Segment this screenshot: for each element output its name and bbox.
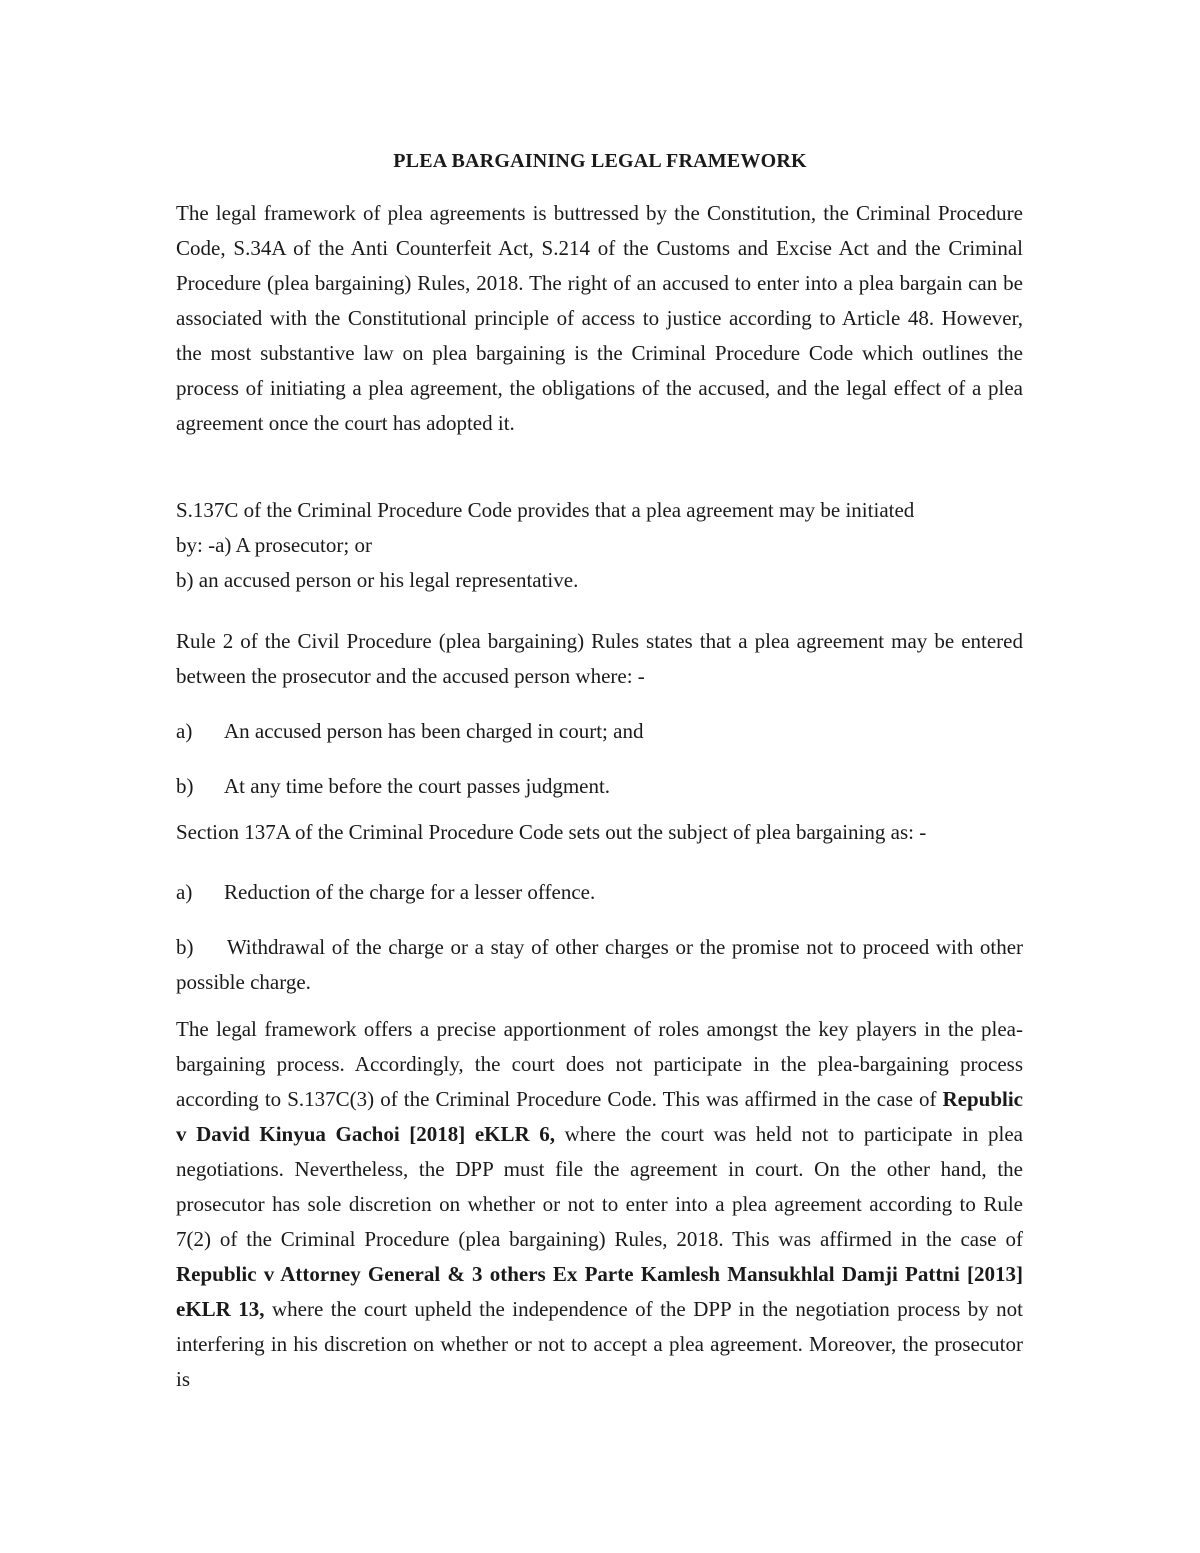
case-citation-gachoi: Republic v David Kinyua Gachoi [2018] eKLR 6, bbox=[176, 1087, 1023, 1146]
list-item bbox=[176, 769, 1023, 804]
paragraph-s137c-line3: b) an accused person or his legal representative. bbox=[176, 568, 579, 592]
paragraph-rule2: Rule 2 of the Civil Procedure (plea bargaining) Rules states that a plea agreement may be entered between the prosecutor and the accused person where: - bbox=[176, 629, 1023, 688]
paragraph-s137c-line1: S.137C of the Criminal Procedure Code provides that a plea agreement may be initiated bbox=[176, 498, 915, 522]
paragraph-s137a: Section 137A of the Criminal Procedure Code sets out the subject of plea bargaining as: - bbox=[176, 820, 927, 844]
paragraph-roles-part3: where the court upheld the independence of the DPP in the negotiation process by not interfering in his discretion on whether or not to accept a plea agreement. Moreover, the prosecutor is bbox=[176, 1297, 1024, 1391]
list-item bbox=[176, 714, 1023, 749]
paragraph-s137c-line2: by: -a) A prosecutor; or bbox=[176, 533, 372, 557]
list-marker: a) bbox=[176, 880, 193, 904]
paragraph-intro: The legal framework of plea agreements is buttressed by the Constitution, the Criminal Procedure Code, S.34A of the Anti Counterfeit Act, S.214 of the Customs and Excise Act and the Criminal Procedure (plea bargaining) Rules, 2018. The right of an accused to enter into a plea bargain can be associated with the Constitutional principle of access to justice according to Article 48. However, the most substantive law on plea bargaining is the Criminal Procedure Code which outlines the process of initiating a plea agreement, the obligations of the accused, and the legal effect of a plea agreement once the court has adopted it. bbox=[176, 201, 1023, 435]
list-marker: b) bbox=[176, 935, 194, 959]
list-item bbox=[176, 875, 1023, 910]
list-item-text: Reduction of the charge for a lesser offence. bbox=[224, 880, 596, 904]
list-marker: a) bbox=[176, 719, 193, 743]
list-marker: b) bbox=[176, 774, 194, 798]
paragraph-roles-part2: where the court was held not to participate in plea negotiations. Nevertheless, the DPP must file the agreement in court. On the other hand, the prosecutor has sole discretion on whether or not to enter into a plea agreement according to Rule 7(2) of the Criminal Procedure (plea bargaining) Rules, 2018. This was affirmed in the case of bbox=[176, 1122, 1023, 1251]
case-citation-pattni: Republic v Attorney General & 3 others Ex Parte Kamlesh Mansukhlal Damji Pattni [2013] eKLR 13, bbox=[176, 1262, 1023, 1321]
paragraph-roles bbox=[176, 1012, 1023, 1397]
paragraph-roles-part1: The legal framework offers a precise apportionment of roles amongst the key players in the plea-bargaining process. Accordingly, the court does not participate in the plea-bargaining process according to S.137C(3) of the Criminal Procedure Code. This was affirmed in the case of bbox=[176, 1017, 1023, 1111]
list-item-text: Withdrawal of the charge or a stay of other charges or the promise not to proceed with other possible charge. bbox=[176, 935, 1024, 994]
list-item-text: An accused person has been charged in court; and bbox=[224, 719, 644, 743]
page-title: PLEA BARGAINING LEGAL FRAMEWORK bbox=[393, 150, 807, 172]
list-item bbox=[176, 930, 1023, 1000]
list-item-text: At any time before the court passes judgment. bbox=[224, 774, 611, 798]
